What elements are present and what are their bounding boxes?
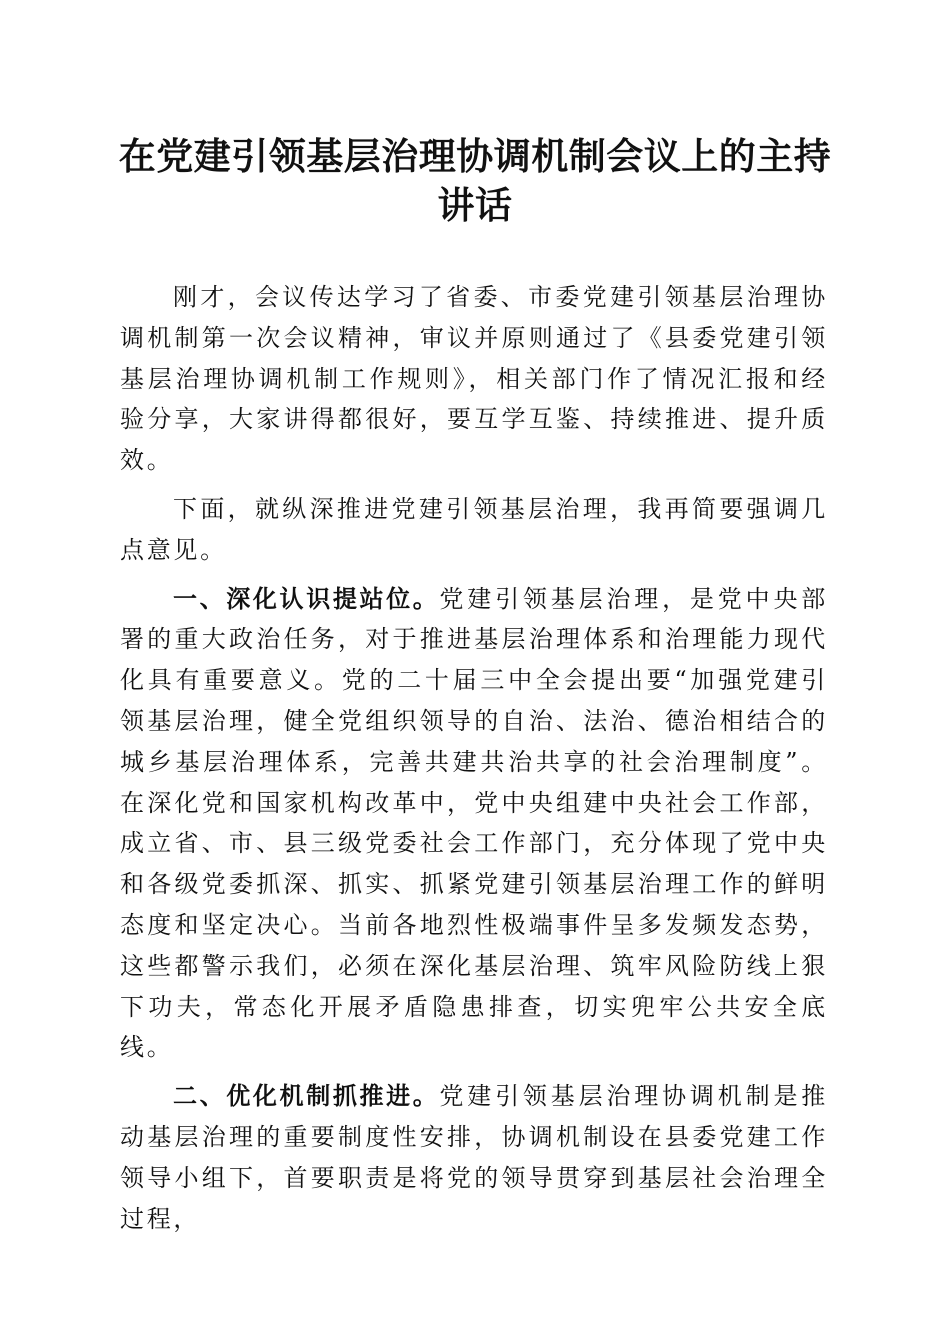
document-title: 在党建引领基层治理协调机制会议上的主持讲话 [118, 134, 832, 227]
section-heading: 二、优化机制抓推进。 [173, 1082, 440, 1111]
paragraph-text: 刚才，会议传达学习了省委、市委党建引领基层治理协调机制第一次会议精神，审议并原则通过了《县委党建引领基层治理协调机制工作规则》，相关部门作了情况汇报和经验分享，大家讲得都很好，要互学互鉴、持续推进、提升质效。 [120, 283, 828, 475]
section-heading: 一、深化认识提站位。 [173, 584, 440, 613]
paragraph-section-2 [120, 1076, 828, 1239]
paragraph-section-1 [120, 579, 828, 1069]
paragraph-text: 党建引领基层治理，是党中央部署的重大政治任务，对于推进基层治理体系和治理能力现代化具有重要意义。党的二十届三中全会提出要“加强党建引领基层治理，健全党组织领导的自治、法治、德治相结合的城乡基层治理体系，完善共建共治共享的社会治理制度”。在深化党和国家机构改革中，党中央组建中央社会工作部，成立省、市、县三级党委社会工作部门，充分体现了党中央和各级党委抓深、抓实、抓紧党建引领基层治理工作的鲜明态度和坚定决心。当前各地烈性极端事件呈多发频发态势，这些都警示我们，必须在深化基层治理、筑牢风险防线上狠下功夫，常态化开展矛盾隐患排查，切实兜牢公共安全底线。 [120, 584, 828, 1062]
paragraph-intro [120, 489, 828, 571]
paragraph-text: 下面，就纵深推进党建引领基层治理，我再简要强调几点意见。 [120, 494, 828, 564]
paragraph-opening [120, 277, 828, 481]
paragraph-text: 党建引领基层治理协调机制是推动基层治理的重要制度性安排，协调机制设在县委党建工作领导小组下，首要职责是将党的领导贯穿到基层社会治理全过程， [120, 1082, 828, 1233]
document-body [120, 277, 828, 1247]
